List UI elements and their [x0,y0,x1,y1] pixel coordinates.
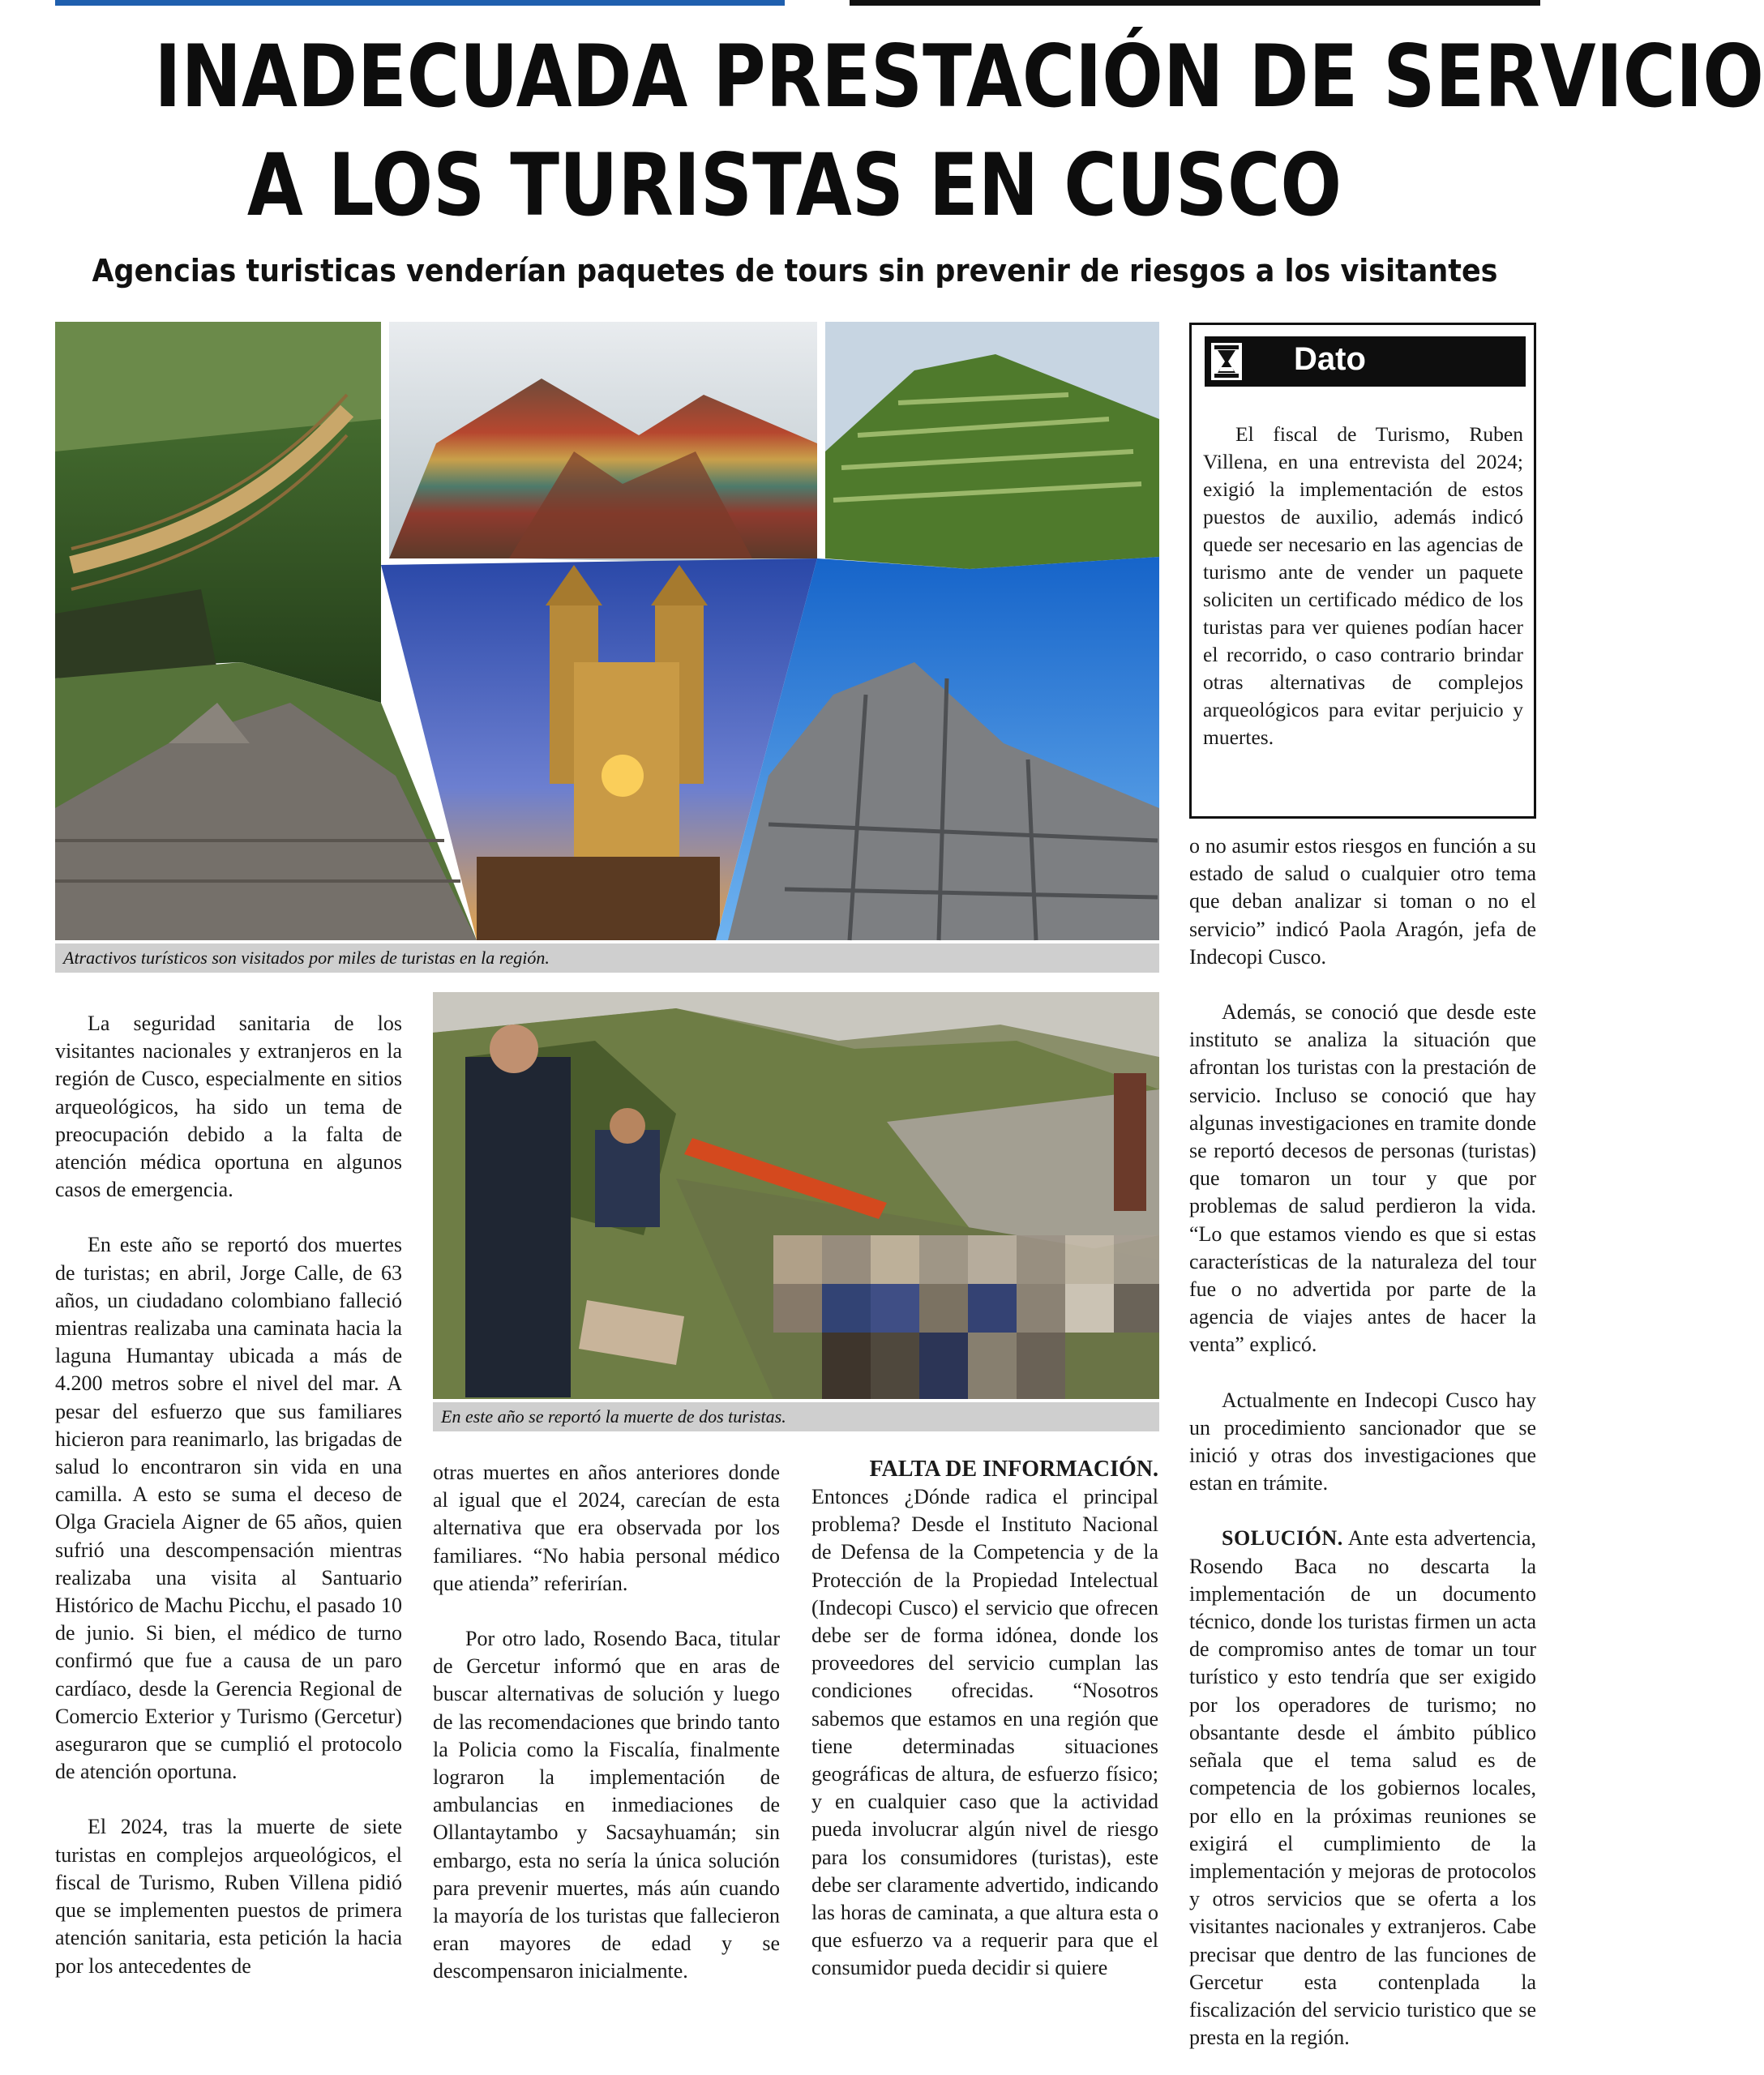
rescue-scene-photo [433,992,1159,1399]
subheadline: Agencias turisticas venderían paquetes de tours sin prevenir de riesgos a los visitantes [92,253,1498,289]
article-column-1 [55,1010,402,1980]
headline-line-2: A LOS TURISTAS EN CUSCO [246,135,1342,235]
paragraph: o no asumir estos riesgos en función a su estado de salud o cualquier otro tema que deban analizar si toman o no el servicio” indicó Paola Aragón, jefa de Indecopi Cusco. [1189,834,1536,969]
tourism-collage-photo [55,322,1159,940]
paragraph: Entonces ¿Dónde radica el principal problema? Desde el Instituto Nacional de Defensa de la Competencia y de la Protección de la Propiedad Intelectual (Indecopi Cusco) el servicio que ofrecen debe ser de forma idónea, donde los proveedores del servicio cumplan las condiciones ofrecidas. “Nosotros sabemos que estamos en una región que tiene determinadas situaciones geográficas de altura, de esfuerzo físico; y en cualquier caso que la actividad pueda involucrar algún nivel de riesgo para los consumidores (turistas), este debe ser claramente advertido, indicando las horas de caminata, a que altura esta o que esfuerzo va a requerir para que el consumidor pueda decidir si quiere [811,1485,1158,1980]
top-bar-blue [55,0,785,6]
paragraph: Además, se conoció que desde este instituto se analiza la situación que afrontan los turistas con la prestación de servicio. Incluso se conoció que hay algunas investigaciones en tramite donde se reportó decesos de personas (turistas) que tomaron un tour y que por problemas de salud perdieron la vida. “Lo que estamos viendo es que si estas características de la naturaleza del tour fue o no advertida por parte de la agencia de viajes antes de hacer la venta” explicó. [1189,1000,1536,1357]
paragraph: Por otro lado, Rosendo Baca, titular de Gercetur informó que en aras de buscar alternativas de solución y luego de las recomendaciones que brindo tanto la Policia como la Fiscalía, finalmente lograron la implementación de ambulancias en inmediaciones de Ollantaytambo y Sacsayhuamán; sin embargo, esta no sería la única solución para prevenir muertes, más aún cuando la mayoría de los turistas que fallecieron eran mayores de edad y se descompensaron inicialmente. [433,1627,780,1983]
article-column-3 [811,1456,1158,1983]
top-color-bar [55,0,1540,6]
dato-title: Dato [1294,341,1366,377]
paragraph: otras muertes en años anteriores donde al igual que el 2024, carecían de esta alternativa que era observada por los familiares. “No habia personal médico que atienda” referirían. [433,1461,780,1595]
paragraph: En este año se reportó dos muertes de turistas; en abril, Jorge Calle, de 63 años, un ciudadano colombiano falleció mientras realizaba una caminata hacia la laguna Humantay ubicada a más de 4.200 metros sobre el nivel del mar. A pesar del esfuerzo que sus familiares hicieron para reanimarlo, las brigadas de salud lo encontraron sin vida en una camilla. A esto se suma el deceso de Olga Graciela Aigner de 65 años, quien sufrió una descompensación mientras realizaba una visita al Santuario Histórico de Machu Picchu, el pasado 10 de junio. Si bien, el médico de turno confirmó que fue a causa de un paro cardíaco, desde la Gerencia Regional de Comercio Exterior y Turismo (Gercetur) aseguraron que se cumplió el protocolo de atención oportuna. [55,1233,402,1784]
hourglass-icon [1211,343,1242,380]
paragraph [1189,1525,1536,2051]
top-bar-black [850,0,1540,6]
paragraph: El 2024, tras la muerte de siete turistas en complejos arqueológicos, el fiscal de Turismo, Ruben Villena pidió que se implementen puestos de primera atención sanitaria, esta petición la hacia por los antecedentes de [55,1815,402,1978]
headline-line-1: INADECUADA PRESTACIÓN DE SERVICIO [154,27,1764,126]
article-column-4 [1189,832,1536,2051]
dato-header [1205,336,1526,387]
article-column-2 [433,1459,780,1986]
collage-caption: Atractivos turísticos son visitados por miles de turistas en la región. [55,943,1159,973]
dato-text: El fiscal de Turismo, Ruben Villena, en una entrevista del 2024; exigió la implementación de estos puestos de auxilio, además indicó quede ser necesario en las agencias de turismo ante de vender un paquete soliciten un certificado médico de los turistas para ver quienes podían hacer el recorrido, o caso contrario brindar otras alternativas de complejos arqueológicos para evitar perjuicio y muertes. [1203,422,1523,749]
paragraph-text: Ante esta advertencia, Rosendo Baca no descarta la implementación de un documento técnico, donde los turistas firmen un acta de compromiso antes de tomar un tour turístico y esto tendría que ser exigido por los operadores de turismo; no obsantante desde el ámbito público señala que el tema salud es de competencia de los gobiernos locales, por ello en la próximas reuniones se exigirá el cumplimiento de la implementación y mejoras de protocolos y otros servicios que se oferta a los visitantes nacionales y extranjeros. Cabe precisar que dentro de las funciones de Gercetur esta contenplada la fiscalización del servicio turistico que se presta en la región. [1189,1526,1536,2050]
dato-box [1189,323,1536,819]
section-heading: FALTA DE INFORMACIÓN. [869,1457,1158,1482]
paragraph: Actualmente en Indecopi Cusco hay un procedimiento sancionador que se inició y otras dos investigaciones que estan en trámite. [1189,1388,1536,1495]
section-kicker: SOLUCIÓN. [1222,1526,1343,1551]
photo2-caption: En este año se reportó la muerte de dos turistas. [433,1402,1159,1431]
paragraph: La seguridad sanitaria de los visitantes nacionales y extranjeros en la región de Cusco, especialmente en sitios arqueológicos, ha sido un tema de preocupación debido a la falta de atención médica oportuna en algunos casos de emergencia. [55,1012,402,1202]
